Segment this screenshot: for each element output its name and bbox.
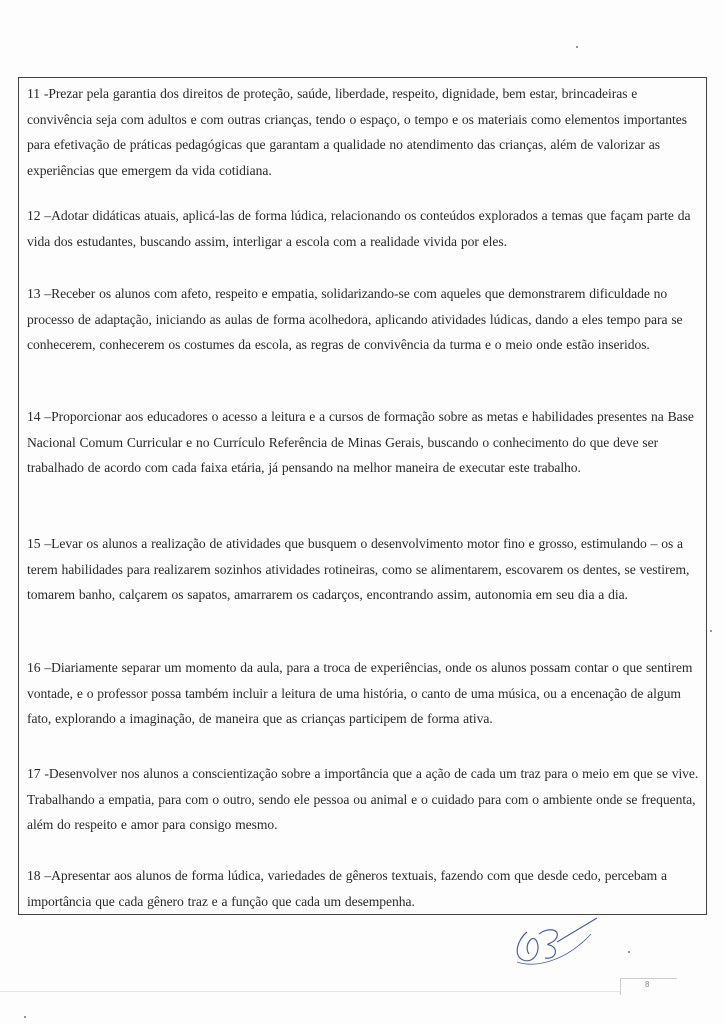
- list-item-16: 16 –Diariamente separar um momento da aula, para a troca de experiências, onde os alunos possam contar o que sentirem vontade, e o professor possa também incluir a leitura de uma história, o canto de uma música, ou a encenação de algum fato, explorando a imaginação, de maneira que as crianças participem de forma ativa.: [27, 660, 693, 727]
- scan-speck: [628, 951, 630, 953]
- list-item-14: 14 –Proporcionar aos educadores o acesso a leitura e a cursos de formação sobre as metas e habilidades presentes na Base Nacional Comum Curricular e no Currículo Referência de Minas Gerais, buscando o conhecimento do que deve ser trabalhado de acordo com cada faixa etária, já pensando na melhor maneira de executar este trabalho.: [27, 409, 694, 476]
- scan-speck: [576, 46, 578, 48]
- list-item-18: 18 –Apresentar aos alunos de forma lúdica, variedades de gêneros textuais, fazendo com que desde cedo, percebam a importância que cada gênero traz e a função que cada um desempenha.: [27, 868, 667, 909]
- text-frame: [18, 77, 707, 915]
- scan-speck: [24, 1016, 26, 1018]
- list-item-15: 15 –Levar os alunos a realização de atividades que busquem o desenvolvimento motor fino e grosso, estimulando – os a terem habilidades para realizarem sozinhos atividades rotineiras, como se alimentarem, escovarem os dentes, se vestirem, tomarem banho, calçarem os sapatos, amarrarem os cadarços, encontrando assim, autonomia em seu dia a dia.: [27, 536, 690, 603]
- footer-rule: [0, 991, 620, 992]
- list-item-17: 17 -Desenvolver nos alunos a conscientização sobre a importância que a ação de cada um traz para o meio em que se vive. Trabalhando a empatia, para com o outro, sendo ele pessoa ou animal e o cuidado para com o ambiente onde se frequenta, além do respeito e amor para consigo mesmo.: [27, 766, 699, 833]
- list-item-11: 11 -Prezar pela garantia dos direitos de proteção, saúde, liberdade, respeito, dignidade, bem estar, brincadeiras e convivência seja com adultos e com outras crianças, tendo o espaço, o tempo e os materiais como elementos importantes para efetivação de práticas pedagógicas que garantam a qualidade no atendimento das crianças, além de valorizar as experiências que emergem da vida cotidiana.: [27, 86, 687, 179]
- list-item-12: 12 –Adotar didáticas atuais, aplicá-las de forma lúdica, relacionando os conteúdos explorados a temas que façam parte da vida dos estudantes, buscando assim, interligar a escola com a realidade vivida por eles.: [27, 208, 691, 249]
- handwritten-initials: [505, 912, 615, 972]
- list-item-13: 13 –Receber os alunos com afeto, respeito e empatia, solidarizando-se com aqueles que demonstrarem dificuldade no processo de adaptação, iniciando as aulas de forma acolhedora, aplicando atividades lúdicas, dando a eles tempo para se conhecerem, conhecerem os costumes da escola, as regras de convivência da turma e o meio onde estão inseridos.: [27, 286, 683, 353]
- page-number: 8: [645, 980, 650, 989]
- scan-speck: [710, 630, 712, 632]
